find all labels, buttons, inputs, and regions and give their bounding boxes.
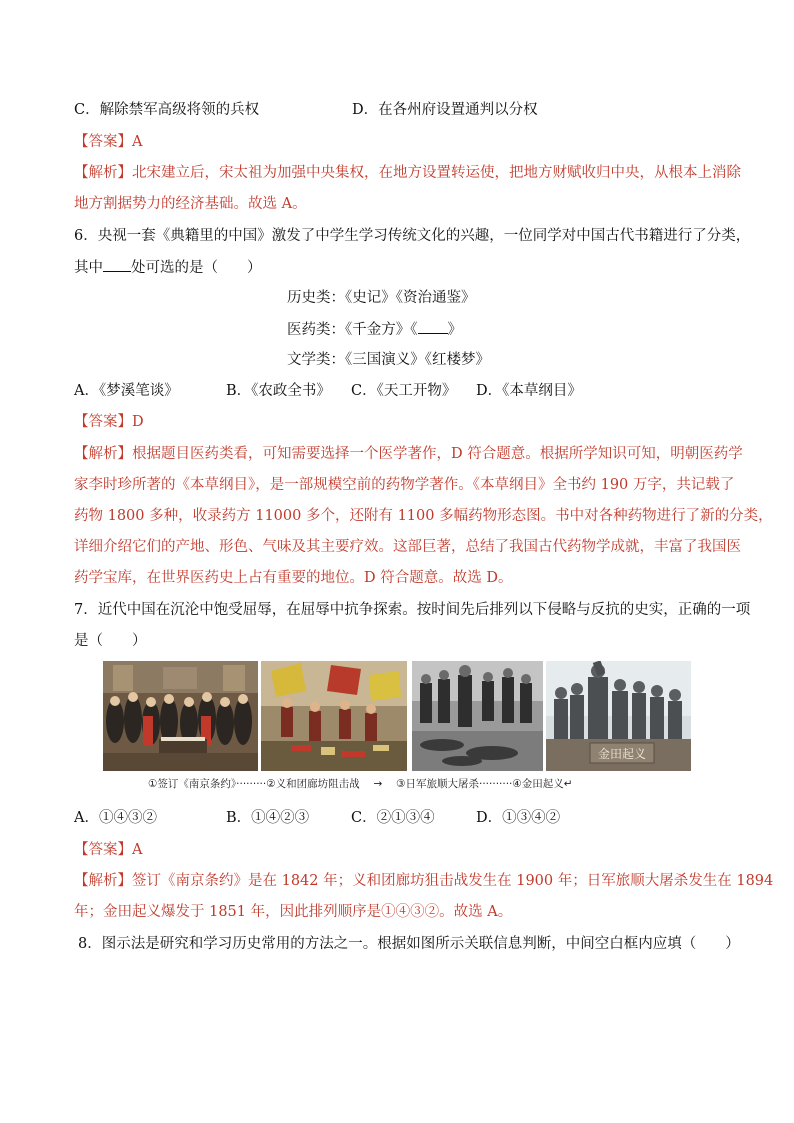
q7-stem-line-1: 7．近代中国在沉沦中饱受屈辱，在屈辱中抗争探索。按时间先后排列以下侵略与反抗的史实，正确的一项 (74, 602, 751, 618)
q8-stem: 8．图示法是研究和学习历史常用的方法之一。根据如图所示关联信息判断，中间空白框内应填（ ） (78, 936, 740, 952)
q6-option-c: C．《天工开物》 (351, 383, 457, 399)
statue-plaque: 金田起义 (597, 747, 647, 761)
q6-option-b: B．《农政全书》 (226, 383, 331, 399)
boxer-langfang-battle-painting (261, 661, 407, 771)
q5-analysis-line-1 (74, 163, 741, 183)
answer-value: D (132, 414, 144, 430)
q5-analysis-line-2: 地方割据势力的经济基础。故选 A。 (74, 196, 307, 212)
q7-analysis-line-1 (74, 871, 773, 891)
answer-value: A (132, 134, 143, 150)
answer-label: 【答案】 (74, 134, 132, 150)
q6-category-history: 历史类：《史记》《资治通鉴》 (287, 290, 476, 306)
q7-option-c: C．②①③④ (351, 810, 435, 826)
analysis-label: 【解析】 (74, 873, 132, 889)
q7-analysis-line-2: 年；金田起义爆发于 1851 年，因此排列顺序是①④③②。故选 A。 (74, 904, 513, 920)
q6-analysis-line-5: 药学宝库，在世界医药史上占有重要的地位。D 符合题意。故选 D。 (74, 570, 513, 586)
jintian-uprising-statue-photo (546, 661, 691, 771)
q7-photo-captions: ①签订《南京条约》·········②义和团廊坊阻击战 → ③日军旅顺大屠杀··········④金田起义↵ (148, 778, 573, 790)
q7-stem-line-2: 是（ ） (74, 633, 147, 649)
q5-answer (74, 132, 142, 152)
analysis-text: 签订《南京条约》是在 1842 年；义和团廊坊狙击战发生在 1900 年；日军旅顺大屠杀发生在 1894 (132, 873, 774, 889)
q7-answer (74, 840, 142, 860)
answer-label: 【答案】 (74, 842, 132, 858)
q6-analysis-line-2: 家李时珍所著的《本草纲目》，是一部规模空前的药物学著作。《本草纲目》全书约 190 万字，共记载了 (74, 477, 735, 493)
q6-option-d: D．《本草纲目》 (476, 383, 582, 399)
q5-option-c: C．解除禁军高级将领的兵权 (74, 102, 260, 118)
q6-stem-line-2 (74, 257, 262, 278)
answer-value: A (132, 842, 143, 858)
q6-category-medicine (287, 319, 462, 340)
q6-medicine-prefix: 医药类：《千金方》《 (287, 322, 418, 338)
q6-medicine-suffix: 》 (447, 322, 462, 338)
lushun-massacre-photo (412, 661, 543, 771)
q7-option-a: A．①④③② (74, 810, 157, 826)
q6-stem-prefix: 其中 (74, 260, 103, 276)
q6-analysis-line-4: 详细介绍它们的产地、形色、气味及其主要疗效。这部巨著，总结了我国古代药物学成就，丰富了我国医 (74, 539, 741, 555)
q6-analysis-line-3: 药物 1800 多种，收录药方 11000 多个，还附有 1100 多幅药物形态图。书中对各种药物进行了新的分类， (74, 508, 773, 524)
analysis-text: 根据题目医药类看，可知需要选择一个医学著作，D 符合题意。根据所学知识可知，明朝医药学 (132, 446, 743, 462)
treaty-of-nanjing-painting (103, 661, 258, 771)
q6-medicine-blank (418, 319, 448, 334)
q6-stem-suffix: 处可选的是（ ） (131, 260, 262, 276)
analysis-label: 【解析】 (74, 446, 132, 462)
answer-label: 【答案】 (74, 414, 132, 430)
q6-stem-line-1: 6．央视一套《典籍里的中国》激发了中学生学习传统文化的兴趣，一位同学对中国古代书籍进行了分类， (74, 228, 751, 244)
analysis-label: 【解析】 (74, 165, 132, 181)
q5-option-d: D．在各州府设置通判以分权 (352, 102, 538, 118)
q6-answer (74, 412, 144, 432)
q7-option-b: B．①④②③ (226, 810, 310, 826)
q6-blank (103, 257, 131, 272)
q6-analysis-line-1 (74, 444, 743, 464)
q6-option-a: A．《梦溪笔谈》 (74, 383, 179, 399)
analysis-text: 北宋建立后，宋太祖为加强中央集权，在地方设置转运使，把地方财赋收归中央，从根本上消除 (132, 165, 741, 181)
q7-option-d: D．①③④② (476, 810, 561, 826)
q6-category-literature: 文学类：《三国演义》《红楼梦》 (287, 352, 490, 368)
